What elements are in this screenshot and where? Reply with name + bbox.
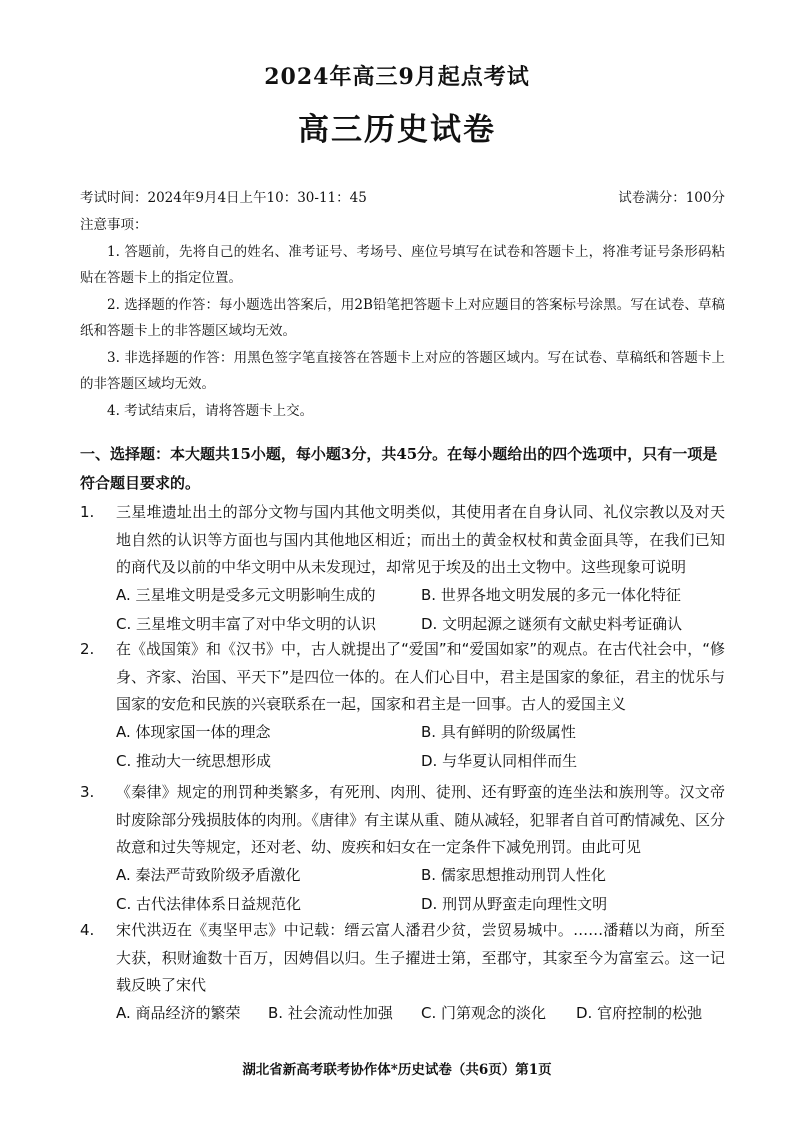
option-c: C. 古代法律体系日益规范化 — [116, 894, 302, 913]
notice-item: 3. 非选择题的作答：用黑色签字笔直接答在答题卡上对应的答题区域内。写在试卷、草稿纸和答题卡上的非答题区域均无效。 — [80, 349, 725, 392]
option-d: D. 文明起源之谜须有文献史料考证确认 — [421, 614, 683, 633]
option-b: B. 儒家思想推动刑罚人性化 — [421, 865, 606, 884]
full-score: 试卷满分：100分 — [618, 190, 725, 206]
option-d: D. 官府控制的松弛 — [576, 1003, 703, 1022]
question-4 — [80, 917, 725, 1029]
question-stem: 宋代洪迈在《夷坚甲志》中记载：缙云富人潘君少贫，尝贸易城中。……潘藉以为商，所至大获，积财逾数十百万，因娉倡以归。生子擢进士第，至郡守，其家至今为富室云。这一记载反映了宋代 — [116, 921, 725, 994]
notice-block — [80, 212, 725, 424]
page-footer: 湖北省新高考联考协作体*历史试卷（共6页）第1页 — [242, 1062, 552, 1078]
option-b: B. 具有鲜明的阶级属性 — [421, 722, 576, 741]
question-2 — [80, 636, 725, 777]
notice-item: 4. 考试结束后，请将答题卡上交。 — [107, 402, 314, 419]
question-stem: 在《战国策》和《汉书》中，古人就提出了“爱国”和“爱国如家”的观点。在古代社会中，“修身、齐家、治国、平天下”是四位一体的。在人们心目中，君主是国家的象征，君主的忧乐与国家的安危和民族的兴衰联系在一起，国家和君主是一回事。古人的爱国主义 — [116, 640, 725, 713]
exam-time: 考试时间：2024年9月4日上午10：30-11：45 — [80, 190, 367, 206]
options — [116, 582, 725, 640]
section-heading: 一、选择题：本大题共15小题，每小题3分，共45分。在每小题给出的四个选项中，只有一项是符合题目要求的。 — [80, 445, 718, 492]
question-number: 2. — [80, 640, 95, 658]
subject-title: 高三历史试卷 — [298, 112, 496, 148]
question-number: 4. — [80, 921, 95, 939]
option-c: C. 推动大一统思想形成 — [116, 751, 272, 770]
options — [116, 862, 725, 920]
question-3 — [80, 779, 725, 920]
notice-heading: 注意事项： — [80, 217, 148, 233]
option-a: A. 商品经济的繁荣 — [116, 1003, 241, 1022]
option-d: D. 与华夏认同相伴而生 — [421, 751, 578, 770]
question-stem: 《秦律》规定的刑罚种类繁多，有死刑、肉刑、徒刑、还有野蛮的连坐法和族刑等。汉文帝时废除部分残损肢体的肉刑。《唐律》有主谋从重、随从减轻，犯罪者自首可酌情减免、区分故意和过失等规定，还对老、幼、废疾和妇女在一定条件下减免刑罚。由此可见 — [116, 783, 725, 856]
question-number: 1. — [80, 503, 95, 521]
notice-item: 2. 选择题的作答：每小题选出答案后，用2B铅笔把答题卡上对应题目的答案标号涂黑。写在试卷、草稿纸和答题卡上的非答题区域均无效。 — [80, 296, 725, 339]
option-a: A. 三星堆文明是受多元文明影响生成的 — [116, 585, 376, 604]
options — [116, 719, 725, 777]
question-number: 3. — [80, 783, 95, 801]
options — [116, 1000, 725, 1029]
question-1 — [80, 499, 725, 640]
notice-item: 1. 答题前，先将自己的姓名、准考证号、考场号、座位号填写在试卷和答题卡上，将准考证号条形码粘贴在答题卡上的指定位置。 — [80, 243, 725, 286]
question-stem: 三星堆遗址出土的部分文物与国内其他文明类似，其使用者在自身认同、礼仪宗教以及对天地自然的认识等方面也与国内其他地区相近；而出土的黄金权杖和黄金面具等，在我们已知的商代及以前的中华文明中从未发现过，却常见于埃及的出土文物中。这些现象可说明 — [116, 503, 725, 576]
option-b: B. 世界各地文明发展的多元一体化特征 — [421, 585, 681, 604]
option-c: C. 三星堆文明丰富了对中华文明的认识 — [116, 614, 377, 633]
option-b: B. 社会流动性加强 — [268, 1003, 393, 1022]
option-c: C. 门第观念的淡化 — [421, 1003, 547, 1022]
exam-title: 2024年高三9月起点考试 — [264, 64, 530, 90]
option-a: A. 秦法严苛致阶级矛盾激化 — [116, 865, 301, 884]
option-d: D. 刑罚从野蛮走向理性文明 — [421, 894, 608, 913]
option-a: A. 体现家国一体的理念 — [116, 722, 271, 741]
